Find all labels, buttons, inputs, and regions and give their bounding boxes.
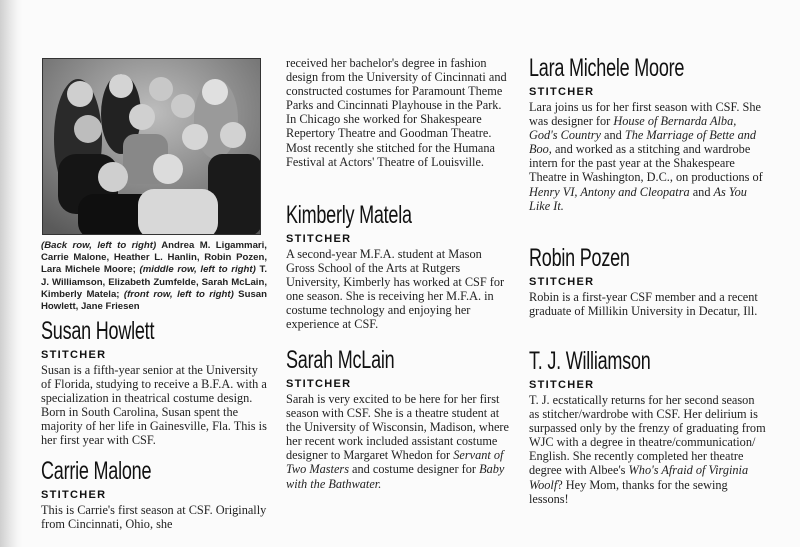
bio-text: and costume designer for: [348, 462, 480, 477]
person-role: STITCHER: [529, 276, 595, 288]
bio-text: T. J. ecstatically returns for her second season as stitcher/wardrobe with CSF. Her delirium is surpassed only by the frenzy of graduating from WJC with a degree in theatre/communication/ English. She recently completed her theatre degree with Albee's: [529, 393, 766, 478]
person-name: Lara Michele Moore: [529, 54, 685, 82]
page-gutter-shadow: [0, 0, 22, 547]
person-bio: Robin is a first-year CSF member and a recent graduate of Millikin University in Decatur, Ill.: [529, 290, 758, 319]
bio-text: and: [600, 128, 625, 143]
person-role: STITCHER: [41, 489, 107, 501]
bio-title: Baby with the Bathwater.: [286, 462, 505, 491]
bio-entry-carrie-malone-continued: [286, 55, 510, 169]
person-bio: [286, 392, 510, 491]
bio-text: Lara joins us for her first season with CSF. She was designer for: [529, 100, 761, 129]
person-role: STITCHER: [286, 233, 352, 245]
group-photo-image: [43, 59, 261, 235]
bio-text: Sarah is very excited to be here for her first season with CSF. She is a theatre student at the University of Wisconsin, Madison, where her recent work included assistant costume designer to Margaret Whedon for: [286, 392, 509, 463]
bio-title: Who's Afraid of Virginia Woolf: [529, 463, 749, 492]
caption-back-names: Andrea M. Ligammari, Carrie Malone, Heather L. Hanlin, Robin Pozen, Lara Michele Moore;: [41, 240, 267, 276]
person-bio: [529, 393, 767, 506]
caption-front-names: Susan Howlett, Jane Friesen: [41, 288, 267, 313]
bio-entry-lara-michele-moore: [529, 55, 767, 213]
person-name: Robin Pozen: [529, 244, 630, 272]
bio-text: and: [689, 184, 714, 199]
person-bio: A second-year M.F.A. student at Mason Gross School of the Arts at Rutgers University, Kimberly has worked at CSF for one season. She is receiving her M.F.A. in costume technology and enjoying her experience at CSF.: [286, 247, 505, 332]
person-role: STITCHER: [41, 349, 107, 361]
bio-title: Henry VI, Antony and Cleopatra: [529, 184, 690, 199]
bio-title: The Marriage of Bette and Boo,: [529, 128, 757, 157]
caption-middle-label: (middle row, left to right): [139, 264, 256, 276]
bio-text: ? Hey Mom, thanks for the sewing lessons!: [529, 477, 728, 506]
person-bio-part1: This is Carrie's first season at CSF. Originally from Cincinnati, Ohio, she: [41, 503, 267, 532]
caption-middle-names: T. J. Williamson, Elizabeth Zumfelde, Sarah McLain, Kimberly Matela;: [41, 264, 267, 300]
person-name: T. J. Williamson: [529, 347, 651, 375]
bio-entry-sarah-mclain: [286, 347, 510, 491]
caption-back-label: (Back row, left to right): [41, 240, 157, 251]
person-name: Susan Howlett: [41, 317, 155, 345]
bio-title: As You Like It.: [529, 184, 747, 213]
bio-entry-kimberly-matela: [286, 202, 510, 332]
caption-front-label: (front row, left to right): [123, 288, 234, 300]
bio-entry-robin-pozen: [529, 245, 767, 318]
photo-caption: [41, 240, 267, 313]
person-bio-part2: received her bachelor's degree in fashion design from the University of Cincinnati and constructed costumes for Paramount Theme Parks and Cincinnati Playhouse in the Park. In Chicago she worked for Shakespeare Repertory Theatre and Goodman Theatre. Most recently she stitched for the Humana Festival at Actors' Theatre of Louisville.: [286, 56, 507, 169]
person-bio: Susan is a fifth-year senior at the University of Florida, studying to receive a B.F.A. with a specialization in theatrical costume design. Born in South Carolina, Susan spent the majority of her life in Gainesville, Fla. This is her first year with CSF.: [41, 363, 267, 448]
bio-text: and worked as a stitching and wardrobe intern for the past year at the Shakespeare Theatre in Washington, D.C., on productions of: [529, 142, 763, 185]
bio-title: Servant of Two Masters: [286, 448, 504, 477]
person-name: Kimberly Matela: [286, 201, 412, 229]
person-role: STITCHER: [286, 378, 352, 390]
person-role: STITCHER: [529, 379, 595, 391]
bio-entry-susan-howlett: [41, 318, 271, 448]
group-photo: [42, 58, 261, 235]
bio-title: House of Bernarda Alba, God's Country: [529, 114, 737, 143]
person-name: Carrie Malone: [41, 457, 152, 485]
person-name: Sarah McLain: [286, 346, 395, 374]
bio-entry-carrie-malone: [41, 458, 271, 531]
person-bio: [529, 100, 767, 213]
bio-entry-tj-williamson: [529, 348, 767, 506]
person-role: STITCHER: [529, 86, 595, 98]
